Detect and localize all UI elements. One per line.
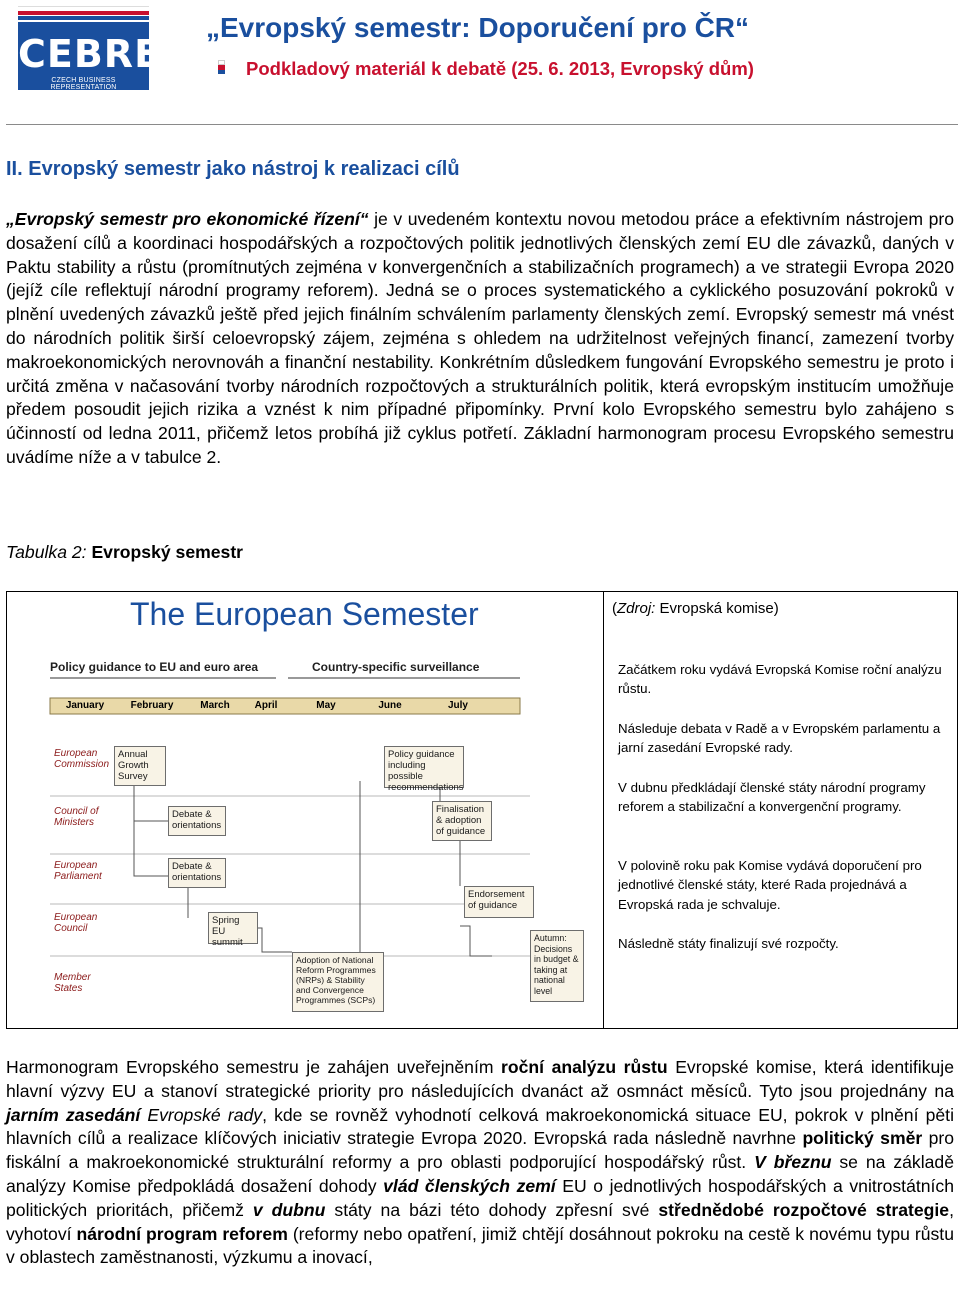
p2-b3: střednědobé rozpočtové strategie bbox=[658, 1199, 950, 1220]
table-note-2: Následuje debata v Radě a v Evropském parlamentu a jarní zasedání Evropské rady. bbox=[618, 721, 941, 756]
box-autumn-decisions: Autumn: Decisions in budget & taking at national level bbox=[530, 930, 584, 1002]
actor-european-council: European Council bbox=[54, 912, 98, 934]
diagram-title: The European Semester bbox=[130, 596, 479, 632]
source-text: Evropská komise) bbox=[659, 600, 779, 617]
intro-paragraph bbox=[6, 208, 954, 470]
table-column-divider bbox=[603, 592, 604, 1028]
actor-council-ministers: Council of Ministers bbox=[54, 806, 99, 828]
caption-label: Tabulka 2: bbox=[6, 542, 87, 562]
box-annual-growth-survey: Annual Growth Survey bbox=[114, 746, 166, 786]
month-april: April bbox=[254, 700, 278, 711]
p2-t9: (reformy nebo opatření, jimiž chtějí dosáhnout pokroku na cestě k novému typu růstu v oblastech zaměstnanosti, výzkumu a inovací, bbox=[6, 1223, 954, 1268]
box-finalisation: Finalisation & adoption of guidance bbox=[432, 801, 492, 841]
month-june: June bbox=[378, 700, 402, 711]
p2-t4: pro fiskální a makroekonomické strukturální reformy a pro oblasti podporující hospodářský růst. bbox=[6, 1128, 954, 1173]
actor-member-states: Member States bbox=[54, 972, 91, 994]
connector-ags-debate1 bbox=[134, 781, 168, 821]
table-note-5: Následně státy finalizují své rozpočty. bbox=[618, 936, 839, 951]
phase2-label: Country-specific surveillance bbox=[312, 660, 480, 674]
p2-bi4: v dubnu bbox=[252, 1199, 326, 1220]
box-debate-parliament: Debate & orientations bbox=[168, 858, 226, 888]
box-endorsement: Endorsement of guidance bbox=[464, 886, 534, 918]
intro-lead: „Evropský semestr pro ekonomické řízení“ bbox=[6, 209, 369, 229]
caption-text: Evropský semestr bbox=[91, 542, 244, 562]
p2-t7: státy na bázi této dohody zpřesní své bbox=[325, 1199, 659, 1220]
european-semester-diagram bbox=[30, 596, 590, 1024]
table-note-1: Začátkem roku vydává Evropská Komise roční analýzu růstu. bbox=[618, 662, 942, 697]
month-february: February bbox=[130, 700, 174, 711]
box-spring-summit: Spring EU summit bbox=[208, 912, 258, 944]
box-debate-council: Debate & orientations bbox=[168, 806, 226, 836]
logo-stripe-blue bbox=[18, 16, 149, 20]
table-caption bbox=[6, 542, 243, 563]
month-january: January bbox=[65, 700, 105, 711]
logo-stripe-red bbox=[18, 11, 149, 15]
document-subtitle: Podkladový materiál k debatě (25. 6. 2013, Evropský dům) bbox=[246, 58, 754, 79]
flag-icon bbox=[218, 60, 225, 74]
p2-t2: Evropské komise, která identifikuje hlavní výzvy EU a stanoví strategické priority pro následujících dvanáct až osmnáct měsíců. Tyto jsou projednány na bbox=[6, 1057, 954, 1101]
p2-t8: , vyhotoví bbox=[6, 1199, 954, 1244]
month-march: March bbox=[200, 700, 230, 711]
actor-parliament: European Parliament bbox=[54, 860, 102, 882]
month-july: July bbox=[447, 700, 468, 711]
table-note-3: V dubnu předkládají členské státy národní programy reforem a stabilizační a konvergenční programy. bbox=[618, 780, 926, 815]
phase1-label: Policy guidance to EU and euro area bbox=[50, 660, 259, 674]
harmonogram-paragraph bbox=[6, 1056, 954, 1270]
logo-subtitle: CZECH BUSINESS REPRESENTATION bbox=[50, 77, 117, 91]
header-divider bbox=[6, 124, 958, 125]
connector-ags-debate2 bbox=[134, 821, 168, 876]
table-note-4: V polovině roku pak Komise vydává doporučení pro jednotlivé členské státy, které Rada projednává a Evropská rada je schvaluje. bbox=[618, 858, 922, 912]
p2-t3: , kde se rovněž vyhodnotí celková makroekonomická situace EU, pokrok v plnění pěti hlavních cílů a realizace klíčových iniciativ strategie Evropa 2020. Evropská rada následně navrhne bbox=[6, 1104, 954, 1149]
box-policy-guidance: Policy guidance including possible recommendations bbox=[384, 746, 464, 788]
source-open-paren: ( bbox=[612, 600, 617, 617]
box-national-programmes: Adoption of National Reform Programmes (NRPs) & Stability and Convergence Programmes (SCPs) bbox=[292, 952, 384, 1012]
p2-bi2: V březnu bbox=[754, 1152, 832, 1173]
p2-t6: EU o jednotlivých hospodářských a vnitrostátních politických prioritách, přičemž bbox=[6, 1175, 955, 1220]
p2-i1: Evropské rady bbox=[140, 1104, 263, 1125]
p2-b4: národní program reforem bbox=[76, 1223, 288, 1244]
p2-b1: roční analýzu růstu bbox=[501, 1057, 668, 1077]
intro-text: je v uvedeném kontextu novou metodou práce a efektivním nástrojem pro dosažení cílů a koordinaci hospodářských a rozpočtových politik jednotlivých členských zemí EU dle závazků, daných v Paktu stability a růstu (promítnutých zejména v konvergenčních a stabilizačních programech) a ve strategii Evropa 2020 (jejíž cíle reflektují národní programy reforem). Jedná se o proces systematického a cyklického posuzování pokroků v plnění uvedených závazků ještě před jejich finálním schválením parlamenty členských zemí. Evropský semestr má vnést do národních politik širší celoevropský zájem, zejména s ohledem na udržitelnost veřejných financí, zamezení tvorby makroekonomických nerovnováh a finanční nestability. Konkrétním důsledkem fungování Evropského semestru je proto i určitá změna v načasování tvorby národních rozpočtových a strukturálních politik, která evropským institucím umožňuje předem posoudit jejich rizika a vznést k nim případné připomínky. První kolo Evropského semestru bylo zahájeno s účinností od ledna 2011, přičemž letos probíhá již cyklus potřetí. Základní harmonogram procesu Evropského semestru uvádíme níže a v tabulce 2. bbox=[6, 209, 955, 467]
p2-bi1: jarním zasedání bbox=[6, 1104, 141, 1125]
table-source bbox=[612, 600, 779, 617]
p2-t1: Harmonogram Evropského semestru je zahájen uveřejněním bbox=[6, 1057, 502, 1077]
p2-t5: se na základě analýzy Komise předpokládá dosažení dohody bbox=[6, 1152, 954, 1196]
connector-endorse-autumn bbox=[460, 926, 492, 956]
document-title: „Evropský semestr: Doporučení pro ČR“ bbox=[206, 12, 750, 43]
month-may: May bbox=[316, 700, 336, 711]
logo-wordmark: CEBRE bbox=[18, 32, 162, 76]
cebre-logo bbox=[18, 6, 162, 91]
p2-b2: politický směr bbox=[802, 1128, 923, 1149]
p2-bi3: vlád členských zemí bbox=[383, 1175, 556, 1196]
section-title: II. Evropský semestr jako nástroj k realizaci cílů bbox=[6, 158, 460, 180]
source-label: Zdroj: bbox=[617, 600, 656, 617]
actor-commission: European Commission bbox=[54, 748, 110, 770]
